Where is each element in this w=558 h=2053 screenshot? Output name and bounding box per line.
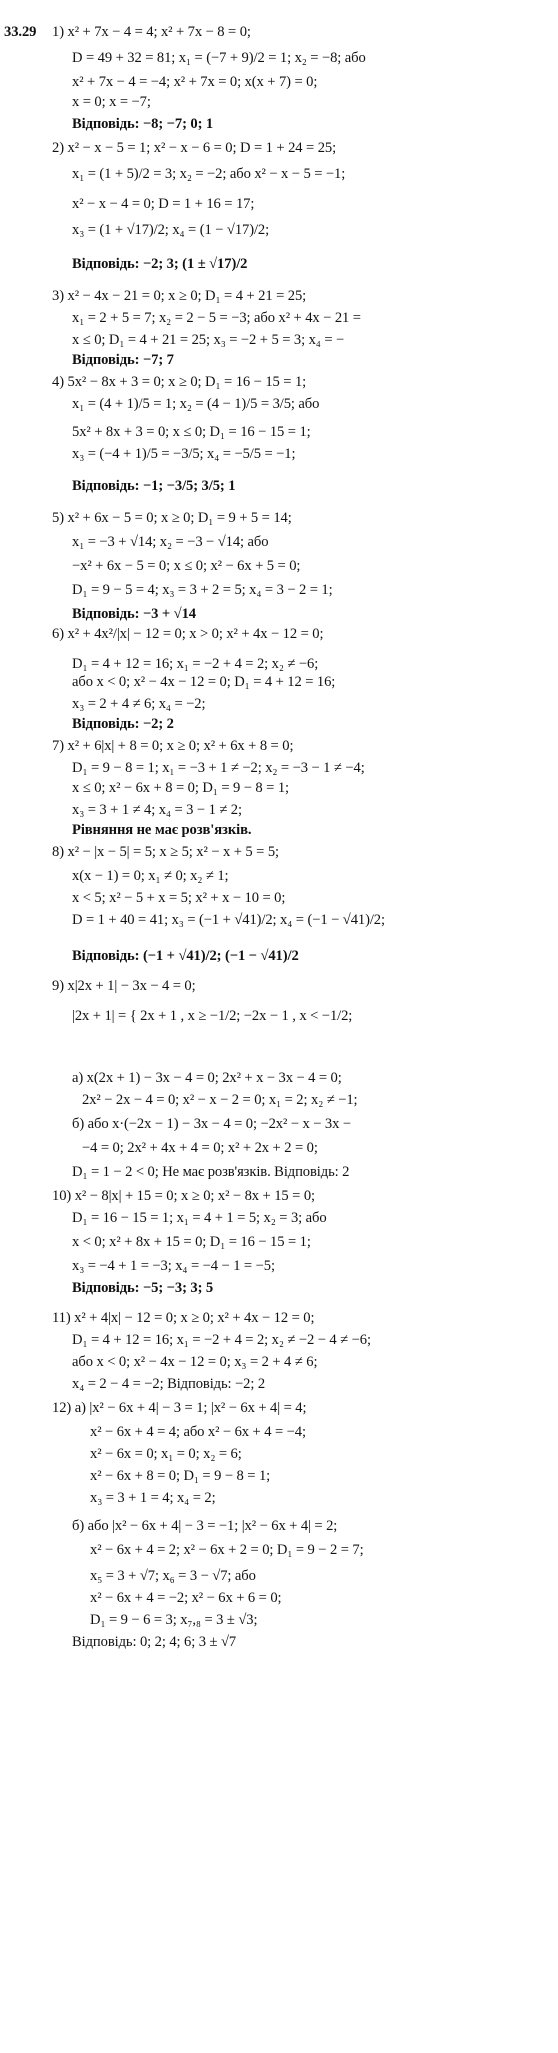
solution-line: D₁ = 1 − 2 < 0; Не має розв'язків. Відповідь: 2: [72, 1164, 350, 1180]
solution-line: б) або |x² − 6x + 4| − 3 = −1; |x² − 6x + 4| = 2;: [72, 1518, 338, 1534]
solution-line: D₁ = 4 + 12 = 16; x₁ = −2 + 4 = 2; x₂ ≠ −6;: [72, 656, 319, 672]
solution-line: x₁ = (4 + 1)/5 = 1; x₂ = (4 − 1)/5 = 3/5; або: [72, 396, 320, 412]
solution-line: 11) x² + 4|x| − 12 = 0; x ≥ 0; x² + 4x − 12 = 0;: [52, 1310, 315, 1326]
solution-line: x₁ = (1 + 5)/2 = 3; x₂ = −2; або x² − x − 5 = −1;: [72, 166, 346, 182]
solution-line: а) x(2x + 1) − 3x − 4 = 0; 2x² + x − 3x − 4 = 0;: [72, 1070, 342, 1086]
solution-line: −x² + 6x − 5 = 0; x ≤ 0; x² − 6x + 5 = 0;: [72, 558, 301, 574]
solution-line: |2x + 1| = { 2x + 1 , x ≥ −1/2; −2x − 1 , x < −1/2;: [72, 1008, 353, 1024]
solution-line: x² − x − 4 = 0; D = 1 + 16 = 17;: [72, 196, 255, 212]
solution-line: 10) x² − 8|x| + 15 = 0; x ≥ 0; x² − 8x + 15 = 0;: [52, 1188, 315, 1204]
solution-line: D₁ = 9 − 8 = 1; x₁ = −3 + 1 ≠ −2; x₂ = −3 − 1 ≠ −4;: [72, 760, 365, 776]
solution-line: x² − 6x + 4 = −2; x² − 6x + 6 = 0;: [90, 1590, 282, 1606]
solution-line: 8) x² − |x − 5| = 5; x ≥ 5; x² − x + 5 = 5;: [52, 844, 279, 860]
solution-line: x² − 6x + 4 = 2; x² − 6x + 2 = 0; D₁ = 9 − 2 = 7;: [90, 1542, 364, 1558]
solution-line: Відповідь: −7; 7: [72, 352, 174, 368]
solution-line: 6) x² + 4x²/|x| − 12 = 0; x > 0; x² + 4x − 12 = 0;: [52, 626, 324, 642]
solution-line: x² − 6x + 4 = 4; або x² − 6x + 4 = −4;: [90, 1424, 306, 1440]
solution-line: Рівняння не має розв'язків.: [72, 822, 252, 838]
solution-line: Відповідь: (−1 + √41)/2; (−1 − √41)/2: [72, 948, 299, 964]
solution-line: 5) x² + 6x − 5 = 0; x ≥ 0; D₁ = 9 + 5 = 14;: [52, 510, 292, 526]
solution-line: x ≤ 0; D₁ = 4 + 21 = 25; x₃ = −2 + 5 = 3; x₄ = −: [72, 332, 345, 348]
solution-line: 5x² + 8x + 3 = 0; x ≤ 0; D₁ = 16 − 15 = 1;: [72, 424, 311, 440]
solution-line: Відповідь: 0; 2; 4; 6; 3 ± √7: [72, 1634, 237, 1650]
solution-line: Відповідь: −5; −3; 3; 5: [72, 1280, 214, 1296]
solution-line: x₅ = 3 + √7; x₆ = 3 − √7; або: [90, 1568, 256, 1584]
solution-line: x² − 6x = 0; x₁ = 0; x₂ = 6;: [90, 1446, 242, 1462]
solution-line: або x < 0; x² − 4x − 12 = 0; x₃ = 2 + 4 ≠ 6;: [72, 1354, 318, 1370]
solution-line: 1) x² + 7x − 4 = 4; x² + 7x − 8 = 0;: [52, 24, 251, 40]
solution-line: D₁ = 9 − 6 = 3; x₇,₈ = 3 ± √3;: [90, 1612, 258, 1628]
solution-line: D = 49 + 32 = 81; x₁ = (−7 + 9)/2 = 1; x₂ = −8; або: [72, 50, 366, 66]
solution-line: x₃ = 3 + 1 ≠ 4; x₄ = 3 − 1 ≠ 2;: [72, 802, 242, 818]
solution-line: x₁ = 2 + 5 = 7; x₂ = 2 − 5 = −3; або x² + 4x − 21 =: [72, 310, 361, 326]
solution-line: Відповідь: −1; −3/5; 3/5; 1: [72, 478, 236, 494]
solution-line: D = 1 + 40 = 41; x₃ = (−1 + √41)/2; x₄ = (−1 − √41)/2;: [72, 912, 385, 928]
solution-line: Відповідь: −2; 2: [72, 716, 174, 732]
solution-line: x₃ = 2 + 4 ≠ 6; x₄ = −2;: [72, 696, 206, 712]
solution-line: −4 = 0; 2x² + 4x + 4 = 0; x² + 2x + 2 = 0;: [82, 1140, 318, 1156]
solution-line: Відповідь: −8; −7; 0; 1: [72, 116, 214, 132]
solution-line: 12) а) |x² − 6x + 4| − 3 = 1; |x² − 6x + 4| = 4;: [52, 1400, 307, 1416]
solution-line: 2) x² − x − 5 = 1; x² − x − 6 = 0; D = 1 + 24 = 25;: [52, 140, 337, 156]
solution-line: x < 0; x² + 8x + 15 = 0; D₁ = 16 − 15 = 1;: [72, 1234, 311, 1250]
solution-line: x ≤ 0; x² − 6x + 8 = 0; D₁ = 9 − 8 = 1;: [72, 780, 290, 796]
solution-line: або x < 0; x² − 4x − 12 = 0; D₁ = 4 + 12 = 16;: [72, 674, 336, 690]
solution-line: x₃ = (−4 + 1)/5 = −3/5; x₄ = −5/5 = −1;: [72, 446, 296, 462]
solution-line: x = 0; x = −7;: [72, 94, 151, 110]
solution-line: D₁ = 16 − 15 = 1; x₁ = 4 + 1 = 5; x₂ = 3; або: [72, 1210, 327, 1226]
solution-line: x₃ = −4 + 1 = −3; x₄ = −4 − 1 = −5;: [72, 1258, 275, 1274]
solution-line: 2x² − 2x − 4 = 0; x² − x − 2 = 0; x₁ = 2; x₂ ≠ −1;: [82, 1092, 358, 1108]
solution-line: x² + 7x − 4 = −4; x² + 7x = 0; x(x + 7) = 0;: [72, 74, 318, 90]
solution-line: x₃ = 3 + 1 = 4; x₄ = 2;: [90, 1490, 216, 1506]
solution-line: б) або x·(−2x − 1) − 3x − 4 = 0; −2x² − x − 3x −: [72, 1116, 352, 1132]
solution-line: 3) x² − 4x − 21 = 0; x ≥ 0; D₁ = 4 + 21 = 25;: [52, 288, 307, 304]
solution-line: x² − 6x + 8 = 0; D₁ = 9 − 8 = 1;: [90, 1468, 271, 1484]
solution-line: D₁ = 9 − 5 = 4; x₃ = 3 + 2 = 5; x₄ = 3 − 2 = 1;: [72, 582, 333, 598]
solution-line: x(x − 1) = 0; x₁ ≠ 0; x₂ ≠ 1;: [72, 868, 229, 884]
solution-line: 9) x|2x + 1| − 3x − 4 = 0;: [52, 978, 196, 994]
solution-line: Відповідь: −2; 3; (1 ± √17)/2: [72, 256, 248, 272]
solution-line: 7) x² + 6|x| + 8 = 0; x ≥ 0; x² + 6x + 8 = 0;: [52, 738, 294, 754]
solution-line: 4) 5x² − 8x + 3 = 0; x ≥ 0; D₁ = 16 − 15 = 1;: [52, 374, 307, 390]
solution-line: x < 5; x² − 5 + x = 5; x² + x − 10 = 0;: [72, 890, 286, 906]
problem-number: 33.29: [4, 24, 37, 40]
solution-line: x₄ = 2 − 4 = −2; Відповідь: −2; 2: [72, 1376, 266, 1392]
solution-line: x₃ = (1 + √17)/2; x₄ = (1 − √17)/2;: [72, 222, 270, 238]
solution-line: Відповідь: −3 + √14: [72, 606, 196, 622]
solution-line: x₁ = −3 + √14; x₂ = −3 − √14; або: [72, 534, 269, 550]
solution-line: D₁ = 4 + 12 = 16; x₁ = −2 + 4 = 2; x₂ ≠ −2 − 4 ≠ −6;: [72, 1332, 371, 1348]
